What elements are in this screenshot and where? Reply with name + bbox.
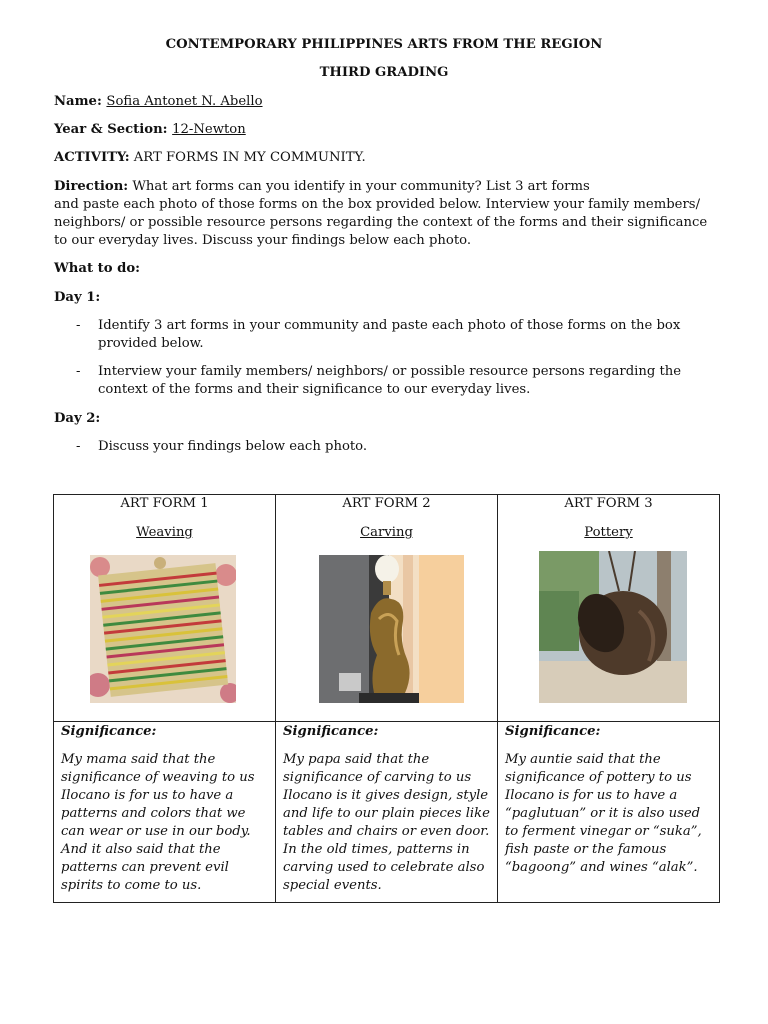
activity-line	[54, 149, 714, 167]
art-form-3-cell	[498, 495, 720, 722]
art-form-2-significance: Significance: My papa said that the significance of carving to us Ilocano is it gives design, style and life to our plain pieces like tables and chairs or even door. In the old times, patterns in carving used to celebrate also special events.	[276, 722, 498, 903]
day1-heading: Day 1:	[54, 290, 101, 305]
day2-heading: Day 2:	[54, 411, 101, 426]
direction-line-4: to our everyday lives. Discuss your findings below each photo.	[54, 233, 472, 248]
year-section-label: Year & Section	[54, 122, 163, 137]
art-form-1-cell	[54, 495, 276, 722]
direction-line-2: and paste each photo of those forms on the box provided below. Interview your family members/	[54, 197, 701, 212]
art-form-3-name: Pottery	[584, 525, 633, 540]
photo-row	[54, 495, 720, 722]
document-subtitle: THIRD GRADING	[319, 65, 449, 80]
direction-line-1: Direction: What art forms can you identify in your community? List 3 art forms	[54, 179, 590, 194]
art-form-1-name: Weaving	[136, 525, 193, 540]
art-form-1-heading: ART FORM 1	[120, 496, 209, 511]
art-form-3-significance: Significance: My auntie said that the significance of pottery to us Ilocano is for us to have a “paglutuan” or it is also used to ferment vinegar or “suka”, fish paste or the famous “bagoong” and wines “alak”.	[498, 722, 720, 903]
art-form-2-name: Carving	[360, 525, 413, 540]
art-form-3-heading: ART FORM 3	[564, 496, 653, 511]
art-form-2-cell	[276, 495, 498, 722]
activity-value: ART FORMS IN MY COMMUNITY.	[133, 150, 366, 165]
art-form-1-significance: Significance: My mama said that the significance of weaving to us Ilocano is for us to have a patterns and colors that we can wear or use in our body. And it also said that the patterns can prevent evil spirits to come to us.	[54, 722, 276, 903]
worksheet-page: CONTEMPORARY PHILIPPINES ARTS FROM THE REGION THIRD GRADING Name: Sofia Antonet N. Abello Year & Section: 12-Newton ACTIVITY: ART FORMS IN MY COMMUNITY. Direction: What art forms can you identify in your community? List 3 art forms and paste each photo of those forms on the box provided below. Interview your family members/ neighbors/ or possible resource persons regarding the context of the forms and their significance to our everyday lives. Discuss your findings below each photo. What to do: Day 1: - Identify 3 art forms in your community and paste each photo of those forms on the box provided below. - Interview your family members/ neighbors/ or possible resource persons regarding the context of the forms and their significance to our everyday lives. Day 2: - Discuss your findings below each photo. ART FORM 1 Weaving ART FORM 2 Carving ART FORM 3 Pottery Significance: My mama said that the significance of weaving to us Ilocano is for us to have a patterns and colors that we can wear or use in our body. And it also said that the patterns can prevent evil spirits to come to us. Significance: My papa said that the significance of carving to us Ilocano is it gives design, style and life to our plain pieces like tables and chairs or even door. In the old times, patterns in carving used to celebrate also special events. Significance: My auntie said that the significance of pottery to us Ilocano is for us to have a “paglutuan” or it is also used to ferment vinegar or “suka”, fish paste or the famous “bagoong” and wines “alak”.	[0, 0, 768, 1024]
name-line: Name: Sofia Antonet N. Abello	[54, 94, 263, 109]
clay-pot-photo	[539, 551, 687, 703]
name-label: Name	[54, 94, 97, 109]
direction-label: Direction:	[54, 179, 129, 194]
direction-line-3: neighbors/ or possible resource persons regarding the context of the forms and their significance	[54, 215, 708, 230]
what-to-do-heading: What to do:	[54, 261, 140, 276]
woven-bag-photo	[90, 555, 236, 703]
art-form-2-heading: ART FORM 2	[342, 496, 431, 511]
year-section-value: 12-Newton	[172, 122, 246, 137]
activity-label: ACTIVITY:	[54, 150, 130, 165]
carved-statue-lamp-photo	[319, 555, 464, 703]
name-value: Sofia Antonet N. Abello	[106, 94, 263, 109]
document-title: CONTEMPORARY PHILIPPINES ARTS FROM THE REGION	[165, 37, 603, 52]
art-forms-table	[53, 494, 720, 903]
year-section-line: Year & Section: 12-Newton	[54, 122, 246, 137]
significance-row	[54, 722, 720, 903]
